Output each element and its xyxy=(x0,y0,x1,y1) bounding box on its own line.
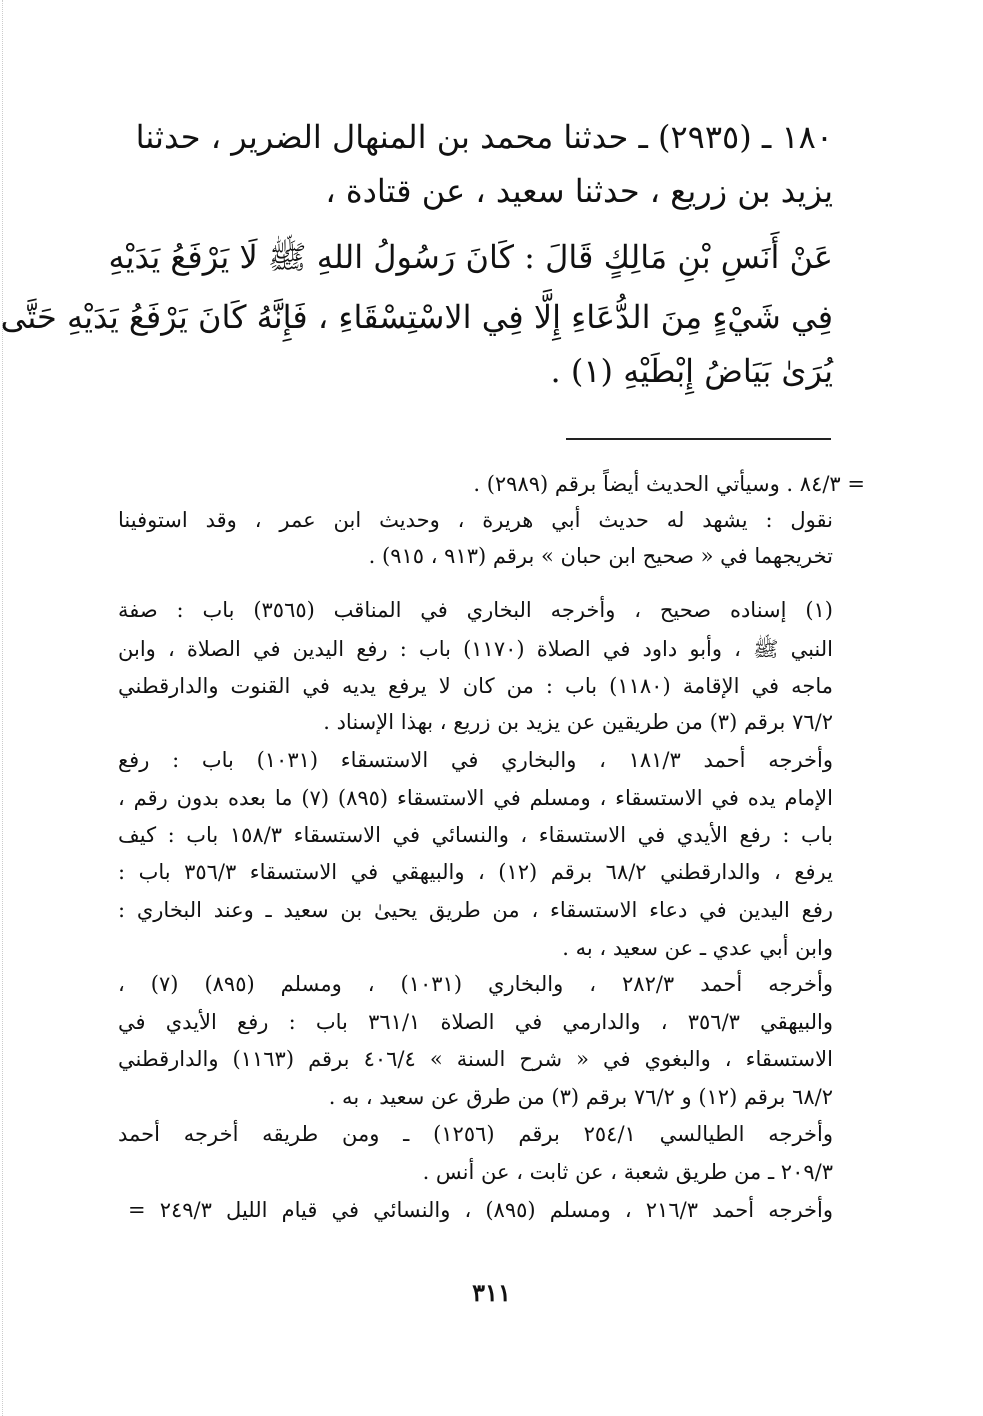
footnote-line-2: نقول : يشهد له حديث أبي هريرة ، وحديث ابن عمر ، وقد استوفينا xyxy=(118,508,833,532)
footnote-line-20: وأخرجه أحمد ٢١٦/٣ ، ومسلم (٨٩٥) ، والنسائي في قيام الليل ٢٤٩/٣ = xyxy=(128,1198,833,1222)
footnote-line-17: ٦٨/٢ برقم (١٢) و ٧٦/٢ برقم (٣) من طرق عن سعيد ، به . xyxy=(328,1085,833,1109)
footnote-line-15: والبيهقي ٣٥٦/٣ ، والدارمي في الصلاة ٣٦١/١ باب : رفع الأيدي في xyxy=(118,1010,833,1034)
footnote-line-9: الإمام يده في الاستسقاء ، ومسلم في الاستسقاء (٨٩٥) (٧) ما بعده بدون رقم ، xyxy=(118,786,833,810)
footnote-line-14: وأخرجه أحمد ٢٨٢/٣ ، والبخاري (١٠٣١) ، ومسلم (٨٩٥) (٧) ، xyxy=(118,972,833,996)
footnote-line-8: وأخرجه أحمد ١٨١/٣ ، والبخاري في الاستسقاء (١٠٣١) باب : رفع xyxy=(118,748,833,772)
footnote-line-13: وابن أبي عدي ـ عن سعيد ، به . xyxy=(562,936,833,960)
hadith-line-3: عَنْ أَنَسِ بْنِ مَالِكٍ قَالَ : كَانَ رَسُولُ اللهِ ﷺ لَا يَرْفَعُ يَدَيْهِ xyxy=(108,238,833,276)
footnote-line-7: ٧٦/٢ برقم (٣) من طريقين عن يزيد بن زريع ، بهذا الإسناد . xyxy=(323,710,833,734)
footnote-line-12: رفع اليدين في دعاء الاستسقاء ، من طريق يحيىٰ بن سعيد ـ وعند البخاري : xyxy=(118,898,833,922)
footnote-line-1: = ٨٤/٣ . وسيأتي الحديث أيضاً برقم (٢٩٨٩) . xyxy=(473,472,865,496)
footnote-separator xyxy=(566,438,831,440)
page-number: ٣١١ xyxy=(472,1278,511,1307)
hadith-line-2: يزيد بن زريع ، حدثنا سعيد ، عن قتادة ، xyxy=(325,172,833,210)
hadith-line-1: ١٨٠ ـ (٢٩٣٥) ـ حدثنا محمد بن المنهال الضرير ، حدثنا xyxy=(135,118,833,156)
footnote-line-5: النبي ﷺ ، وأبو داود في الصلاة (١١٧٠) باب : رفع اليدين في الصلاة ، وابن xyxy=(118,637,833,661)
footnote-line-10: باب : رفع الأيدي في الاستسقاء ، والنسائي في الاستسقاء ١٥٨/٣ باب : كيف xyxy=(118,823,833,847)
footnote-line-16: الاستسقاء ، والبغوي في « شرح السنة » ٤٠٦/٤ برقم (١١٦٣) والدارقطني xyxy=(118,1047,833,1071)
footnote-line-11: يرفع ، والدارقطني ٦٨/٢ برقم (١٢) ، والبيهقي في الاستسقاء ٣٥٦/٣ باب : xyxy=(118,860,833,884)
footnote-line-19: ٢٠٩/٣ ـ من طريق شعبة ، عن ثابت ، عن أنس . xyxy=(422,1160,833,1184)
footnote-line-18: وأخرجه الطيالسي ٢٥٤/١ برقم (١٢٥٦) ـ ومن طريقه أخرجه أحمد xyxy=(118,1122,833,1146)
hadith-line-4: فِي شَيْءٍ مِنَ الدُّعَاءِ إِلَّا فِي الاسْتِسْقَاءِ ، فَإِنَّهُ كَانَ يَرْفَعُ يَدَيْهِ حَتَّى xyxy=(0,298,833,336)
hadith-line-5: يُرَىٰ بَيَاضُ إِبْطَيْهِ (١) . xyxy=(550,352,833,390)
footnote-line-4: (١) إسناده صحيح ، وأخرجه البخاري في المناقب (٣٥٦٥) باب : صفة xyxy=(118,598,833,622)
footnote-line-3: تخريجهما في « صحيح ابن حبان » برقم (٩١٣ ، ٩١٥) . xyxy=(368,544,833,568)
scan-edge xyxy=(2,0,4,1416)
footnote-line-6: ماجه في الإقامة (١١٨٠) باب : من كان لا يرفع يديه في القنوت والدارقطني xyxy=(118,674,833,698)
